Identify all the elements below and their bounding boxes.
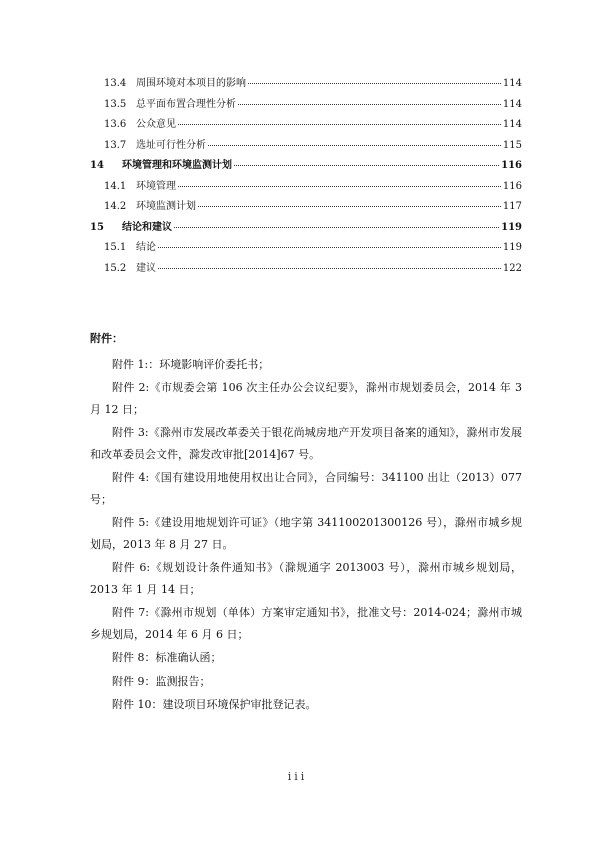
toc-title: 选址可行性分析 [136,139,206,151]
toc-number: 15 [90,221,104,233]
page-number: iii [287,770,308,783]
toc-page: 114 [502,98,522,110]
dot-leader [158,247,501,248]
dot-leader [248,83,501,84]
toc-number: 13.5 [104,98,127,110]
table-of-contents [90,74,522,279]
toc-title: 环境管理 [136,180,176,192]
toc-page: 114 [502,119,522,130]
toc-title: 结论和建议 [122,221,172,233]
toc-entry[interactable] [90,177,522,198]
toc-title: 结论 [136,242,156,253]
toc-title: 总平面布置合理性分析 [136,98,236,110]
attachment-item: 附件 4:《国有建设用地使用权出让合同》，合同编号：341100 出让（2013）077 号； [90,471,522,506]
dot-leader [158,268,501,269]
toc-page: 115 [502,139,522,151]
toc-title: 公众意见 [136,119,176,130]
attachment-item: 附件 1:：环境影响评价委托书； [112,357,270,371]
attachment-item: 附件 8：标准确认函； [112,651,222,664]
attachment-item: 附件 7:《滁州市规划（单体）方案审定通知书》，批准文号：2014-024；滁州市城乡规划局，2014 年 6 月 6 日； [90,606,522,641]
toc-page: 116 [502,180,522,192]
attachment-item: 附件 3:《滁州市发展改革委关于银花尚城房地产开发项目备案的通知》，滁州市发展和改革委员会文件，滁发改审批[2014]67 号。 [90,426,522,461]
toc-entry[interactable] [90,115,522,136]
toc-page: 116 [501,160,522,171]
dot-leader [174,227,499,228]
toc-entry[interactable] [90,197,522,218]
toc-page: 122 [502,262,522,274]
attachment-item: 附件 5:《建设用地规划许可证》（地字第 341100201300126 号），滁州市城乡规划局，2013 年 8 月 27 日。 [90,516,522,551]
toc-chapter-entry[interactable] [90,156,522,177]
toc-number: 13.4 [104,78,127,89]
toc-number: 14 [90,160,104,171]
dot-leader [198,206,501,207]
toc-number: 13.6 [104,119,127,130]
toc-number: 14.1 [104,180,127,192]
toc-number: 15.1 [104,242,127,253]
toc-entry[interactable] [90,136,522,157]
toc-page: 117 [502,201,522,212]
attachment-item: 附件 10：建设项目环境保护审批登记表。 [112,698,317,711]
dot-leader [234,165,499,166]
toc-entry[interactable] [90,238,522,259]
toc-entry[interactable] [90,259,522,280]
attachments-heading: 附件： [90,332,123,345]
dot-leader [238,104,501,105]
toc-page: 114 [502,78,522,89]
toc-title: 建议 [136,262,156,274]
toc-page: 119 [502,242,522,253]
dot-leader [178,124,501,125]
attachments-section [90,328,522,718]
attachment-item: 附件 6:《规划设计条件通知书》（滁规通字 2013003 号），滁州市城乡规划局，2013 年 1 月 14 日； [90,561,522,596]
dot-leader [178,186,501,187]
toc-entry[interactable] [90,95,522,116]
toc-page: 119 [501,221,522,233]
toc-number: 13.7 [104,139,127,151]
toc-number: 14.2 [104,201,127,212]
toc-title: 环境监测计划 [136,201,196,212]
toc-chapter-entry[interactable] [90,218,522,239]
attachment-item: 附件 9：监测报告； [112,674,211,688]
toc-number: 15.2 [104,262,127,274]
attachment-item: 附件 2:《市规委会第 106 次主任办公会议纪要》，滁州市规划委员会，2014 年 3 月 12 日； [90,381,522,416]
toc-entry[interactable] [90,74,522,95]
toc-title: 环境管理和环境监测计划 [122,160,232,171]
toc-title: 周围环境对本项目的影响 [136,78,246,89]
dot-leader [208,145,501,146]
